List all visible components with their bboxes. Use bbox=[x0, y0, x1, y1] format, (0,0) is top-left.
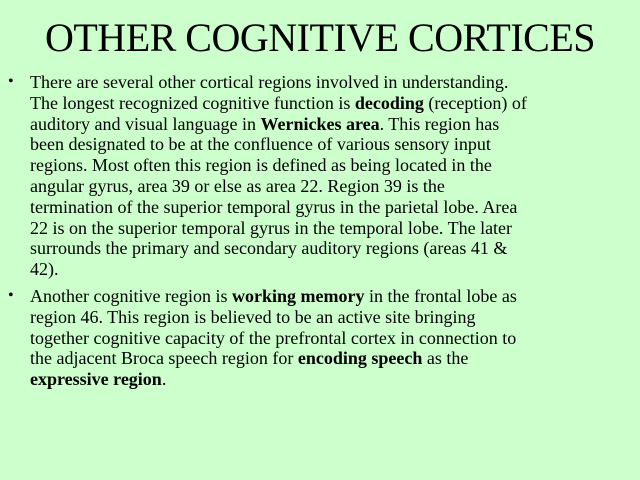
text-line: 42). bbox=[30, 259, 59, 280]
text-line bbox=[30, 286, 632, 307]
text-line: angular gyrus, area 39 or else as area 22. Region 39 is the bbox=[30, 175, 445, 196]
text-line: 22 is on the superior temporal gyrus in the temporal lobe. The later bbox=[30, 217, 513, 238]
text-line bbox=[30, 348, 632, 369]
text-line: surrounds the primary and secondary auditory regions (areas 41 & bbox=[30, 238, 508, 259]
text-span: (reception) of bbox=[423, 92, 527, 113]
text-span: . This region has bbox=[379, 113, 500, 134]
text-line: There are several other cortical regions involved in understanding. bbox=[30, 72, 509, 92]
bullet-dot-icon: • bbox=[8, 73, 14, 90]
term-wernickes-area: Wernickes area bbox=[260, 113, 380, 134]
text-line: regions. Most often this region is defined as being located in the bbox=[30, 155, 492, 176]
text-span: auditory and visual language in bbox=[30, 113, 261, 134]
text-line: region 46. This region is believed to be an active site bringing bbox=[30, 306, 476, 327]
text-line bbox=[30, 93, 632, 114]
text-line bbox=[30, 114, 632, 135]
text-span: The longest recognized cognitive function is bbox=[30, 92, 355, 113]
text-line: together cognitive capacity of the prefrontal cortex in connection to bbox=[30, 327, 517, 348]
bullet-item-wernicke bbox=[0, 72, 640, 280]
bullet-list bbox=[0, 72, 640, 396]
slide-title: OTHER COGNITIVE CORTICES bbox=[44, 15, 595, 60]
text-span: the adjacent Broca speech region for bbox=[30, 348, 298, 369]
term-expressive-region: expressive region bbox=[30, 369, 162, 390]
term-encoding-speech: encoding speech bbox=[297, 348, 423, 369]
term-decoding: decoding bbox=[354, 92, 424, 113]
bullet-dot-icon: • bbox=[8, 286, 14, 304]
bullet-item-working-memory bbox=[0, 286, 640, 390]
text-span: in the frontal lobe as bbox=[364, 285, 517, 306]
text-span: as the bbox=[422, 348, 469, 369]
term-working-memory: working memory bbox=[231, 285, 365, 306]
text-line: been designated to be at the confluence of various sensory input bbox=[30, 134, 491, 155]
text-line bbox=[30, 369, 632, 390]
text-span: . bbox=[161, 369, 167, 390]
text-span: Another cognitive region is bbox=[30, 285, 232, 306]
text-line: termination of the superior temporal gyrus in the parietal lobe. Area bbox=[30, 196, 518, 217]
